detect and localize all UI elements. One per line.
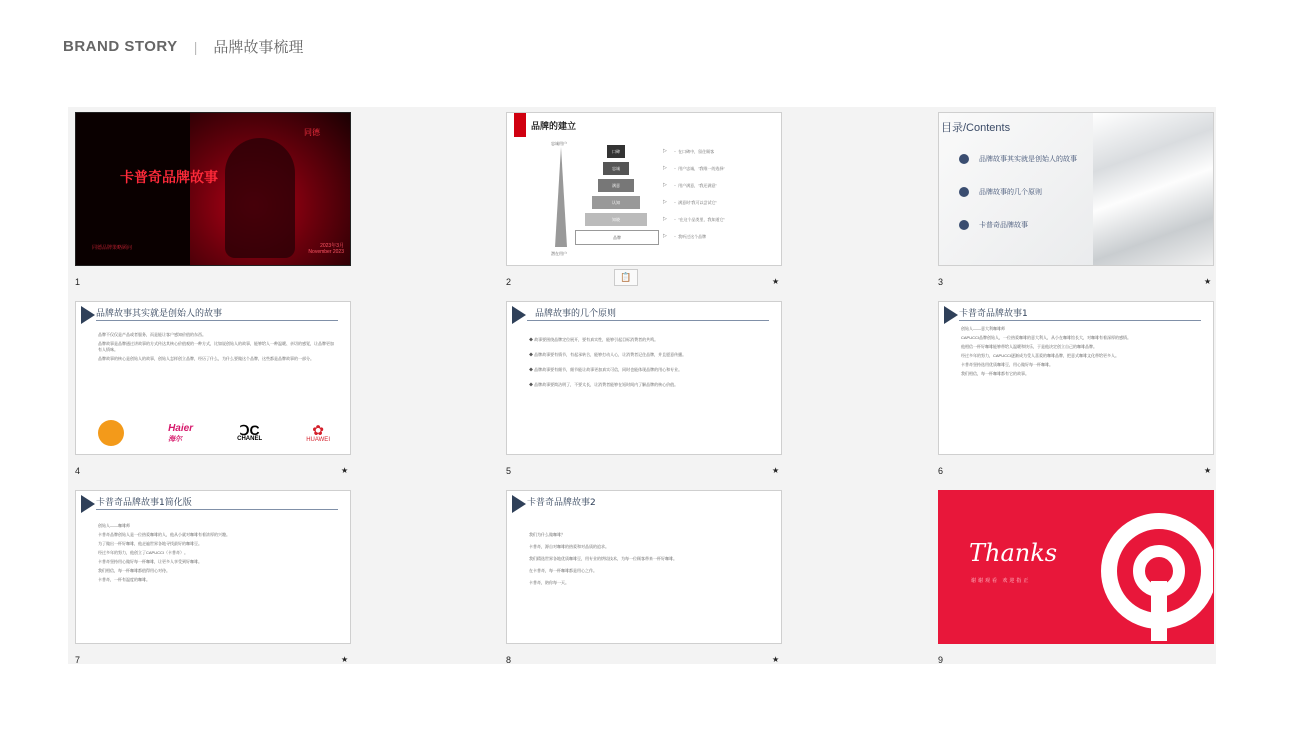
slide-9-subtitle: 谢谢观看 欢迎指正: [971, 578, 1031, 584]
slide-6-para: 他相信一杯好咖啡能够带给人温暖和快乐，于是他决定创立自己的咖啡品牌。: [961, 344, 1097, 349]
slide-8-para: 我们为什么做咖啡？: [529, 532, 565, 537]
slide-4-para: 品牌故事是品牌通过讲故事的方式传达其核心价值观的一种方式，比如说创始人的故事，能够给人一种温暖、亲切的感觉，让品牌更加有人情味。: [98, 341, 334, 352]
slide-5-bullet: ◆ 品牌故事要简洁明了，不要太长，让消费者能够在短时间内了解品牌的核心价值。: [529, 382, 679, 387]
slide-8-body: [529, 531, 767, 589]
slide-7-para: 创始人——咖啡师: [98, 523, 130, 528]
pyramid-step-6: 品牌: [575, 230, 659, 245]
slide-2-line-6: ・ 我听过这个品牌: [673, 234, 707, 239]
slide-8-para: 卡普奇，陪你每一天。: [529, 580, 569, 585]
slide-7-animation-star[interactable]: ★: [341, 655, 349, 664]
slide-2-line-1: ・ 在口碑中，留住顾客: [673, 149, 715, 154]
slide-title-rule: [96, 509, 338, 510]
slide-4-title: 品牌故事其实就是创始人的故事: [96, 309, 223, 319]
slide-4-animation-star[interactable]: ★: [341, 466, 349, 475]
clipboard-icon: 📋: [620, 272, 632, 282]
slide-thumbnail-2[interactable]: [506, 112, 782, 266]
slide-2-arrow: ▷: [663, 233, 667, 239]
slide-2-arrow: ▷: [663, 165, 667, 171]
slide-sorter-panel: [68, 107, 1216, 664]
orange-brand-logo: [98, 420, 124, 446]
chanel-logo: [237, 424, 262, 442]
slide-title-triangle-icon: [512, 306, 526, 324]
slide-6-animation-star[interactable]: ★: [1204, 466, 1212, 475]
slide-thumbnail-4[interactable]: [75, 301, 351, 455]
brand-target-icon: [1099, 511, 1214, 641]
contents-item-3: [959, 220, 1028, 230]
slide-number-6: 6: [938, 466, 944, 476]
slide-number-1: 1: [75, 277, 81, 287]
slide-4-para: 品牌故事的核心是创始人的故事，创始人怎样创立品牌，经历了什么，为什么要做这个品牌，这些都是品牌故事的一部分。: [98, 356, 314, 361]
contents-item-text: 品牌故事的几个原则: [979, 188, 1042, 196]
page-header: [63, 36, 303, 57]
slide-1-title: 卡普奇品牌故事: [120, 170, 218, 186]
slide-6-para: 经过多年的努力，CAPUCCI逐渐成为受人喜爱的咖啡品牌，把意式咖啡文化带给更多人。: [961, 353, 1120, 358]
slide-1-subtitle: 同德品牌策略顾问: [92, 245, 133, 251]
slide-7-para: 卡普奇，一杯有温度的咖啡。: [98, 577, 150, 582]
slide-7-title: 卡普奇品牌故事1简化版: [96, 498, 192, 508]
slide-4-body: [98, 332, 336, 365]
slide-number-9: 9: [938, 655, 944, 665]
slide-number-2: 2: [506, 277, 512, 287]
slide-number-7: 7: [75, 655, 81, 665]
pyramid-step-4: 认知: [592, 196, 640, 209]
slide-2-line-5: ・ "在这个品类里，我知道它": [673, 217, 725, 222]
haier-logo-cn: 海尔: [168, 435, 183, 443]
contents-item-text: 品牌故事其实就是创始人的故事: [979, 155, 1077, 163]
slide-6-para: CAPUCCI品牌创始人，一位热爱咖啡的意大利人，从小在咖啡馆长大，对咖啡有着深厚的感情。: [961, 335, 1132, 340]
slide-8-para: 卡普奇，源自对咖啡的热爱和对品质的追求。: [529, 544, 609, 549]
slide-1-logo: 同德: [304, 128, 320, 137]
slide-3-polygon-art: [1093, 113, 1213, 266]
slide-7-para: 卡普奇品牌创始人是一位热爱咖啡的人，他从小就对咖啡有着浓厚的兴趣。: [98, 532, 230, 537]
slide-7-body: [98, 523, 336, 586]
brand-logos-row: [98, 418, 330, 448]
contents-item-text: 卡普奇品牌故事: [979, 221, 1028, 229]
slide-title-triangle-icon: [81, 306, 95, 324]
contents-bullet-icon: [959, 154, 969, 164]
pyramid-step-2: 忠诚: [603, 162, 629, 175]
slide-2-arrow: ▷: [663, 199, 667, 205]
contents-bullet-icon: [959, 220, 969, 230]
chanel-cc-icon: ↃC: [239, 422, 260, 438]
slide-2-line-2: ・ 用户忠诚，"我唯一的选择": [673, 166, 725, 171]
header-separator: |: [193, 38, 198, 55]
slide-2-bottom-label: 潜在用户: [551, 251, 567, 256]
slide-5-animation-star[interactable]: ★: [772, 466, 780, 475]
slide-2-line-4: ・ 满意时"我可以尝试它": [673, 200, 717, 205]
slide-8-animation-star[interactable]: ★: [772, 655, 780, 664]
slide-2-arrow: ▷: [663, 148, 667, 154]
slide-number-8: 8: [506, 655, 512, 665]
slide-1-portrait: [225, 138, 295, 258]
slide-thumbnail-7[interactable]: [75, 490, 351, 644]
slide-2-arrow: ▷: [663, 182, 667, 188]
slide-number-5: 5: [506, 466, 512, 476]
slide-thumbnail-5[interactable]: [506, 301, 782, 455]
slide-5-bullet: ◆ 品牌故事要有情节，有起承转合，能够打动人心，让消费者记住品牌，并且愿意传播。: [529, 352, 687, 357]
slide-thumbnail-9[interactable]: [938, 490, 1214, 644]
slide-7-para: 经过多年的努力，他创立了CAPUCCI（卡普奇）。: [98, 550, 189, 555]
slide-6-body: [961, 326, 1199, 380]
slide-2-line-3: ・ 用户满意，"我还满意": [673, 183, 717, 188]
slide-thumbnail-6[interactable]: [938, 301, 1214, 455]
slide-2-arrow: ▷: [663, 216, 667, 222]
slide-2-top-label: 忠诚用户: [551, 141, 567, 146]
slide-9-thanks: Thanks: [969, 539, 1058, 567]
paste-options-button[interactable]: [614, 269, 638, 286]
slide-8-para: 在卡普奇，每一杯咖啡都是用心之作。: [529, 568, 597, 573]
slide-title-rule: [527, 320, 769, 321]
slide-5-title: 品牌故事的几个原则: [535, 309, 617, 319]
slide-3-title: 目录/Contents: [941, 122, 1011, 134]
brand-story-cn-title: 品牌故事梳理: [213, 38, 304, 56]
slide-title-triangle-icon: [81, 495, 95, 513]
contents-item-2: [959, 187, 1042, 197]
contents-item-1: [959, 154, 1077, 164]
haier-logo-text: Haier: [168, 422, 194, 434]
huawei-petal-icon: ✿: [312, 422, 324, 438]
slide-title-rule: [96, 320, 338, 321]
slide-number-3: 3: [938, 277, 944, 287]
slide-thumbnail-3[interactable]: [938, 112, 1214, 266]
slide-5-bullet: ◆ 故事要围绕品牌定位展开，要有真实性，能够引起目标消费者的共鸣。: [529, 337, 659, 342]
huawei-logo: [306, 423, 330, 443]
chanel-logo-text: CHANEL: [237, 436, 263, 442]
slide-6-para: 卡普奇坚持选用优质咖啡豆，用心做好每一杯咖啡。: [961, 362, 1053, 367]
slide-title-triangle-icon: [944, 306, 958, 324]
pyramid-step-1: 口碑: [607, 145, 625, 158]
slide-1-date-cn: 2023年3月: [320, 243, 344, 249]
slide-2-animation-star[interactable]: ★: [772, 277, 780, 286]
slide-7-para: 为了做出一杯好咖啡，他走遍世界各地寻找最好的咖啡豆。: [98, 541, 202, 546]
slide-6-para: 我们相信，每一杯咖啡都有它的故事。: [961, 371, 1029, 376]
slide-6-title: 卡普奇品牌故事1: [959, 309, 1028, 319]
slide-7-para: 我们相信，每一杯咖啡都值得用心对待。: [98, 568, 170, 573]
haier-logo: [168, 423, 193, 444]
slide-title-rule: [959, 320, 1201, 321]
slide-5-bullet: ◆ 品牌故事要有细节，细节能让故事更加真实可信，同时也能体现品牌的用心和专业。: [529, 367, 683, 372]
slide-title-triangle-icon: [512, 495, 526, 513]
slide-1-date-en: November 2023: [308, 249, 344, 255]
slide-2-red-bar: [514, 113, 526, 137]
pyramid-step-3: 满意: [598, 179, 634, 192]
contents-bullet-icon: [959, 187, 969, 197]
slide-2-spike: [555, 147, 567, 247]
slide-6-para: 创始人——意大利咖啡师: [961, 326, 1005, 331]
pyramid-step-5: 知晓: [585, 213, 647, 226]
slide-number-4: 4: [75, 466, 81, 476]
slide-thumbnail-8[interactable]: [506, 490, 782, 644]
slide-7-para: 卡普奇坚持用心做好每一杯咖啡，让更多人享受到好咖啡。: [98, 559, 202, 564]
slide-5-body: [529, 336, 767, 391]
slide-1-date: [308, 242, 344, 255]
slide-2-title: 品牌的建立: [531, 122, 577, 132]
slide-thumbnail-1[interactable]: [75, 112, 351, 266]
slide-4-para: 品牌不仅仅是产品或者服务，而是能让客户感知价值的东西。: [98, 332, 206, 337]
huawei-logo-text: HUAWEI: [306, 437, 330, 443]
brand-story-label: BRAND STORY: [63, 38, 178, 55]
slide-8-para: 我们精选世界各地优质咖啡豆，用专业的烘焙技术，为每一位顾客带来一杯好咖啡。: [529, 556, 677, 561]
slide-8-title: 卡普奇品牌故事2: [527, 498, 596, 508]
slide-3-animation-star[interactable]: ★: [1204, 277, 1212, 286]
